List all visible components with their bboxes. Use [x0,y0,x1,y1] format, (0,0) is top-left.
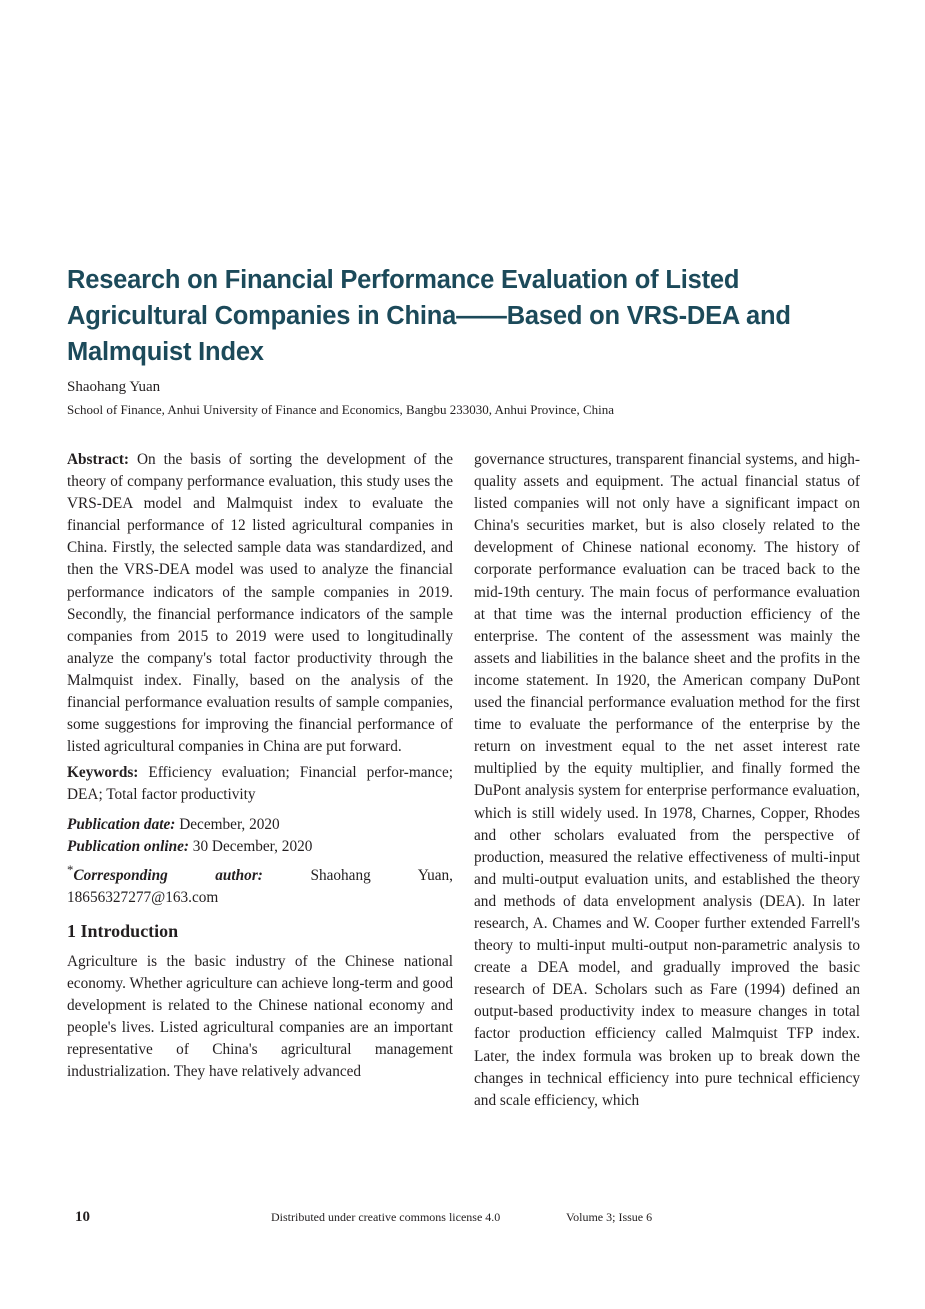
introduction-right-text: governance structures, transparent financial systems, and high-quality assets and equipment. The actual financial status of listed companies will not only have a significant impact on China's securities market, but is also closely related to the development of Chinese national economy. The history of corporate performance evaluation can be traced back to the mid-19th century. The main focus of performance evaluation at that time was the internal production efficiency of the enterprise. The content of the assessment was mainly the assets and liabilities in the balance sheet and the profits in the income statement. In 1920, the American company DuPont used the financial performance evaluation method for the first time to evaluate the performance of the enterprise by the return on investment equal to the net asset interest rate multiplied by the equity multiplier, and finally formed the DuPont analysis system for enterprise performance evaluation, which is still widely used. In 1978, Charnes, Copper, Rhodes and other scholars evaluated from the perspective of production, measured the relative effectiveness of multi-input and multi-output evaluation units, and established the theory and methods of data envelopment analysis (DEA). In later research, A. Chames and W. Cooper further extended Farrell's theory to multi-input multi-output non-parametric analysis to create a DEA model, and gradually improved the basic research of DEA. Scholars such as Fare (1994) defined an output-based productivity index to measure changes in total factor production efficiency called Malmquist TFP index. Later, the index formula was broken up to break down the changes in technical efficiency into pure technical efficiency and scale efficiency, which [474,451,860,1109]
corresponding-author-label: Corresponding author: [73,866,263,884]
abstract-paragraph [67,449,453,758]
license-text: Distributed under creative commons license 4.0 [271,1210,501,1224]
abstract-label: Abstract: [67,451,130,468]
paper-title: Research on Financial Performance Evaluation of Listed Agricultural Companies in China——Based on VRS-DEA and Malmquist Index [67,266,791,366]
keywords-paragraph [67,762,453,806]
corresponding-author-value: Shaohang Yuan, 18656327277@163.com [67,866,453,906]
publication-date-label: Publication date: [67,816,176,834]
right-column [474,449,860,1112]
abstract-text: On the basis of sorting the development of the theory of company performance evaluation, this study uses the VRS-DEA model and Malmquist index to evaluate the financial performance of 12 listed agricultural companies in China. Firstly, the selected sample data was standardized, and then the VRS-DEA model was used to analyze the financial performance indicators of the sample companies in 2019. Secondly, the financial performance indicators of the sample companies from 2015 to 2019 were used to longitudinally analyze the company's total factor productivity through the Malmquist index. Finally, based on the analysis of the financial performance evaluation results of sample companies, some suggestions for improving the financial performance of listed agricultural companies in China are put forward. [67,451,454,756]
page-footer [0,1208,925,1228]
corresponding-author [67,859,453,909]
publication-online-label: Publication online: [67,838,189,856]
left-column [67,449,453,1083]
abstract-block [67,449,453,758]
publication-online-value: 30 December, 2020 [192,838,313,856]
author-affiliation: School of Finance, Anhui University of Finance and Economics, Bangbu 233030, Anhui Province, China [67,402,615,417]
issue-info: Volume 3; Issue 6 [566,1210,653,1224]
introduction-heading: 1 Introduction [67,920,179,941]
keywords-label: Keywords: [67,764,139,782]
page-number: 10 [75,1209,90,1225]
corresponding-mark: * [67,862,74,877]
publication-online [67,836,453,858]
introduction-left-text: Agriculture is the basic industry of the Chinese national economy. Whether agriculture can achieve long-term and good development is related to the Chinese national economy and people's lives. Listed agricultural companies are an important representative of China's agricultural management industrialization. They have relatively advanced [67,952,453,1081]
author-name: Shaohang Yuan [67,379,161,395]
keywords-text: Efficiency evaluation; Financial perfor-mance; DEA; Total factor productivity [67,764,453,804]
publication-date-value: December, 2020 [179,816,280,834]
publication-date [67,814,453,836]
